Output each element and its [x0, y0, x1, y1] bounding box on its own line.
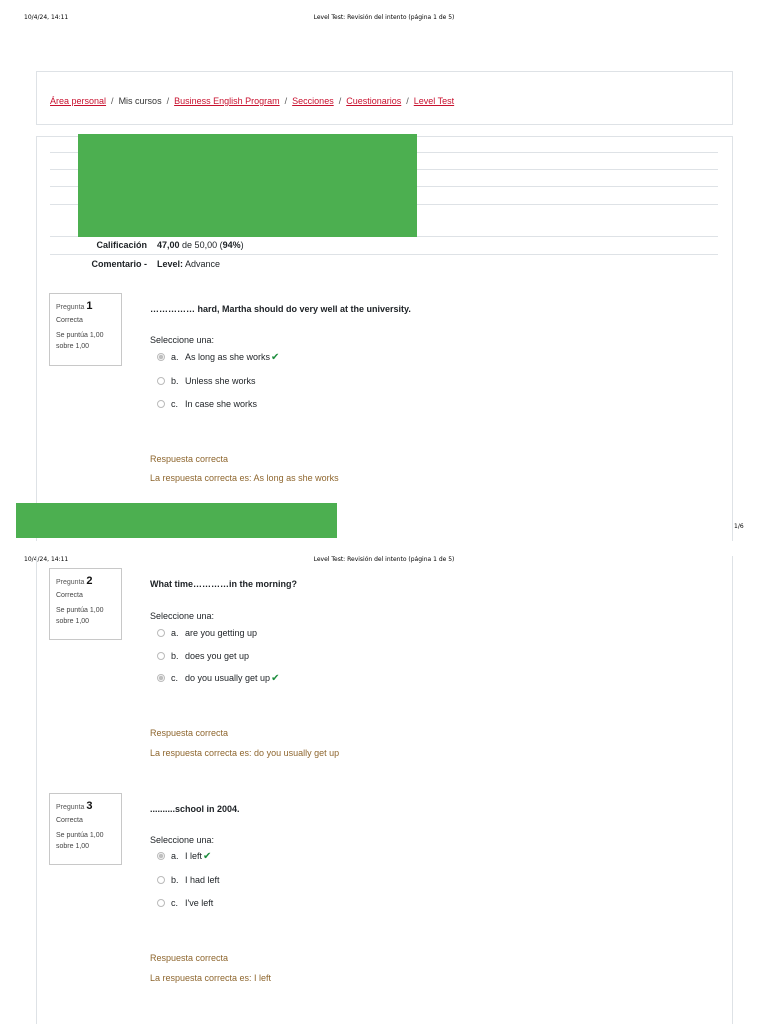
breadcrumb: Área personal / Mis cursos / Business English Program / Secciones / Cuestionarios / Level Test — [36, 71, 733, 125]
question-number: Pregunta 3 — [56, 800, 93, 812]
right-answer-3: La respuesta correcta es: I left — [150, 973, 272, 983]
question-state: Correcta — [56, 816, 83, 824]
comment-label: Comentario - — [91, 259, 147, 269]
question-text-2: What time…………in the morning? — [150, 579, 297, 589]
print-title: Level Test: Revisión del intento (página 1 de 5) — [313, 556, 455, 563]
answer-option-2c[interactable]: c. do you usually get up✔ — [157, 673, 279, 685]
print-date: 10/4/24, 14:11 — [24, 14, 69, 21]
question-mark: Se puntúa 1,00 sobre 1,00 — [56, 332, 104, 350]
attempt-card-continued — [36, 556, 733, 1024]
breadcrumb-course[interactable]: Business English Program — [174, 96, 280, 106]
breadcrumb-level-test[interactable]: Level Test — [413, 96, 455, 106]
radio-selected[interactable] — [157, 852, 165, 860]
question-number: Pregunta 2 — [56, 575, 93, 587]
correct-check-icon: ✔ — [271, 352, 280, 363]
answer-option-2a[interactable]: a. are you getting up — [157, 628, 257, 640]
print-header — [0, 10, 768, 24]
breadcrumb-mis-cursos: Mis cursos — [118, 96, 162, 106]
radio[interactable] — [157, 899, 165, 907]
radio[interactable] — [157, 400, 165, 408]
question-text-1: …………… hard, Martha should do very well at the university. — [150, 304, 411, 314]
select-one-prompt: Seleccione una: — [150, 835, 215, 845]
radio[interactable] — [157, 876, 165, 884]
radio[interactable] — [157, 652, 165, 660]
question-number: Pregunta 1 — [56, 300, 93, 312]
answer-option-1a[interactable]: a. As long as she works✔ — [157, 352, 279, 364]
feedback-2: Respuesta correcta — [150, 728, 229, 738]
answer-option-3c[interactable]: c. I've left — [157, 898, 213, 910]
select-one-prompt: Seleccione una: — [150, 335, 215, 345]
answer-option-1c[interactable]: c. In case she works — [157, 399, 257, 411]
summary-row-divider — [50, 254, 718, 255]
radio-selected[interactable] — [157, 674, 165, 682]
right-answer-2: La respuesta correcta es: do you usually get up — [150, 748, 340, 758]
question-state: Correcta — [56, 591, 83, 599]
answer-option-3b[interactable]: b. I had left — [157, 875, 220, 887]
feedback-1: Respuesta correcta — [150, 454, 229, 464]
radio[interactable] — [157, 629, 165, 637]
answer-option-1b[interactable]: b. Unless she works — [157, 376, 256, 388]
correct-check-icon: ✔ — [271, 673, 280, 684]
question-info-3 — [49, 793, 122, 865]
question-info-2 — [49, 568, 122, 640]
answer-option-3a[interactable]: a. I left✔ — [157, 851, 211, 863]
question-text-3: ..........school in 2004. — [150, 804, 240, 814]
page-number: 1/6 — [734, 523, 744, 530]
question-info-1 — [49, 293, 122, 366]
grade-value: 47,00 de 50,00 (94%) — [157, 240, 244, 250]
redaction-block — [78, 134, 417, 237]
answer-option-2b[interactable]: b. does you get up — [157, 651, 249, 663]
question-mark: Se puntúa 1,00 sobre 1,00 — [56, 832, 104, 850]
question-state: Correcta — [56, 316, 83, 324]
feedback-3: Respuesta correcta — [150, 953, 229, 963]
grade-label: Calificación — [96, 240, 147, 250]
select-one-prompt: Seleccione una: — [150, 611, 215, 621]
question-mark: Se puntúa 1,00 sobre 1,00 — [56, 607, 104, 625]
right-answer-1: La respuesta correcta es: As long as she works — [150, 473, 339, 483]
breadcrumb-area-personal[interactable]: Área personal — [50, 96, 107, 106]
comment-value: Level: Advance — [157, 259, 221, 269]
print-title: Level Test: Revisión del intento (página 1 de 5) — [313, 14, 455, 21]
radio-selected[interactable] — [157, 353, 165, 361]
radio[interactable] — [157, 377, 165, 385]
breadcrumb-sections[interactable]: Secciones — [292, 96, 334, 106]
breadcrumb-quizzes[interactable]: Cuestionarios — [346, 96, 402, 106]
correct-check-icon: ✔ — [203, 851, 212, 862]
redaction-block — [16, 503, 337, 538]
print-date: 10/4/24, 14:11 — [24, 556, 69, 563]
